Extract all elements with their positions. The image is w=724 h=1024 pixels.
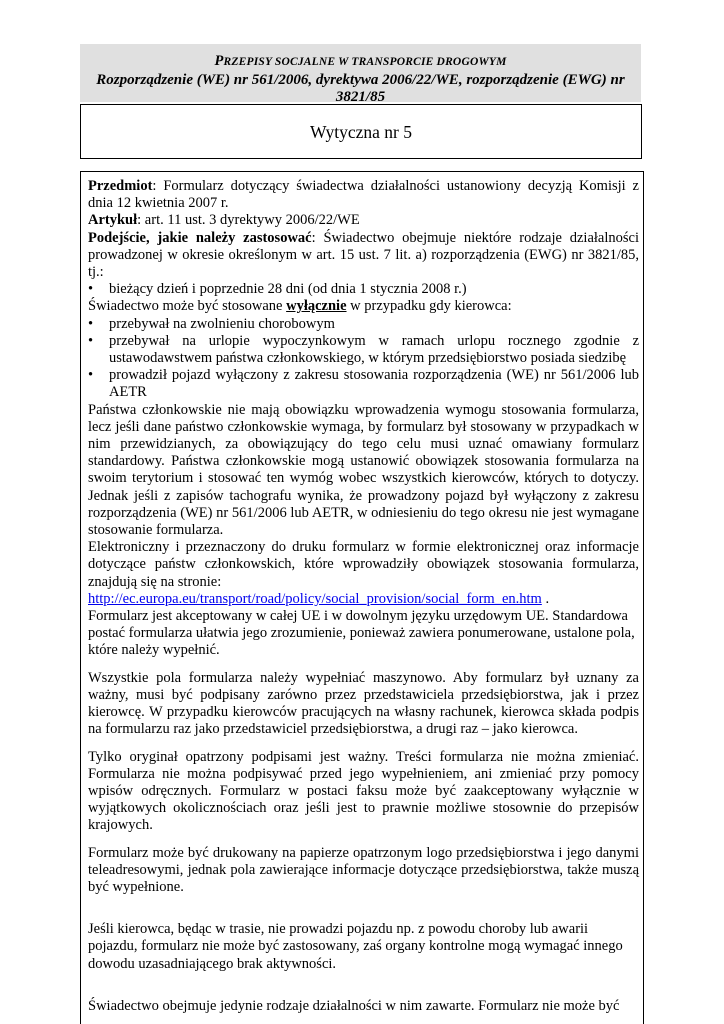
bullet-icon: • — [88, 315, 94, 332]
acceptance-paragraph: Formularz jest akceptowany w całej UE i w dowolnym języku urzędowym UE. Standardowa postać formularza ułatwia jego zrozumienie, ponieważ zawiera ponumerowane, ustalone pola, które należy wypełnić. — [88, 608, 635, 659]
usable-paragraph: Świadectwo może być stosowane wyłącznie w przypadku gdy kierowca: — [88, 298, 512, 315]
subject-paragraph: Przedmiot: Formularz dotyczący świadectwa działalności ustanowiony decyzją Komisji z dnia 12 kwietnia 2007 r. — [88, 178, 639, 212]
member-states-paragraph: Państwa członkowskie nie mają obowiązku wprowadzenia wymogu stosowania formularza, lecz jeśli dane państwo członkowskie wymaga, by formularz był stosowany w przypadkach w nim przewidzianych, za obowiązujący do tego celu musi uznać omawiany formularz standardowy. Państwa członkowskie mogą ustanowić obowiązek stosowania formularza na swoim terytorium i stosować ten wymóg wobec wszystkich kierowców, których to dotyczy. Jednak jeśli z zapisów tachografu wynika, że prowadzony pojazd był wyłączony z zakresu rozporządzenia (WE) nr 561/2006 lub AETR, w odniesieniu do tego okresu nie jest wymagane stosowanie formularza. — [88, 401, 639, 539]
driver-on-road-paragraph: Jeśli kierowca, będąc w trasie, nie prowadzi pojazdu np. z powodu choroby lub awarii pojazdu, formularz nie może być zastosowany, zaś organy kontrolne mogą wymagać innego dowodu uzasadniającego brak aktywności. — [88, 921, 623, 972]
letterhead-paragraph: Formularz może być drukowany na papierze opatrzonym logo przedsiębiorstwa i jego danymi teleadresowymi, jednak pola zawierające informacje dotyczące przedsiębiorstwa, także muszą być wypełnione. — [88, 844, 639, 895]
form-link[interactable]: http://ec.europa.eu/transport/road/policy/social_provision/social_form_en.htm — [88, 590, 542, 607]
document-header — [80, 44, 641, 105]
bullet-icon: • — [88, 367, 94, 384]
approach-paragraph: Podejście, jakie należy zastosować: Świadectwo obejmuje niektóre rodzaje działalności prowadzonej w okresie określonym w art. 15 ust. 7 lit. a) rozporządzenia (EWG) nr 3821/85, tj.: — [88, 229, 640, 281]
bullet-icon: • — [88, 281, 94, 298]
scope-paragraph: Świadectwo obejmuje jedynie rodzaje działalności w nim zawarte. Formularz nie może być — [88, 997, 620, 1014]
filling-paragraph: Wszystkie pola formularza należy wypełniać maszynowo. Aby formularz był uznany za ważny, musi być podpisany zarówno przez przedstawiciela przedsiębiorstwa, jak i przez kierowcę. W przypadku kierowców pracujących na własny rachunek, kierowca składa podpis na formularzu raz jako przedstawiciel przedsiębiorstwa, a drugi raz – jako kierowca. — [88, 669, 639, 738]
header-series-title: PRZEPISY SOCJALNE W TRANSPORCIE DROGOWYM — [214, 53, 507, 69]
original-paragraph: Tylko oryginał opatrzony podpisami jest ważny. Treści formularza nie można zmieniać. Formularza nie można podpisywać przed jego wypełnieniem, ani zmieniać przy pomocy wpisów odręcznych. Formularz w postaci faksu może być zaakceptowany wyłącznie w wyjątkowych okolicznościach oraz jeśli jest to prawnie możliwe stosownie do przepisów krajowych. — [88, 748, 639, 834]
article-paragraph: Artykuł: art. 11 ust. 3 dyrektywy 2006/22/WE — [88, 212, 360, 229]
list-item: • przebywał na urlopie wypoczynkowym w ramach urlopu rocznego zgodnie z ustawodawstwem państwa członkowskiego, w którym przedsiębiorstwo posiada siedzibę — [88, 332, 639, 367]
bullet-icon: • — [88, 332, 94, 349]
guideline-title: Wytyczna nr 5 — [80, 104, 642, 159]
electronic-form-paragraph: Elektroniczny i przeznaczony do druku formularz w formie elektronicznej oraz informacje dotyczące państw członkowskich, które wprowadziły obowiązek stosowania formularza, znajdują się na stronie: — [88, 539, 639, 590]
form-link-line: http://ec.europa.eu/transport/road/policy/social_provision/social_form_en.htm . — [88, 590, 550, 607]
list-item: • bieżący dzień i poprzednie 28 dni (od dnia 1 stycznia 2008 r.) — [88, 281, 467, 298]
guideline-content — [80, 171, 644, 1024]
header-legal-references: Rozporządzenie (WE) nr 561/2006, dyrektywa 2006/22/WE, rozporządzenie (EWG) nr 3821/85 — [96, 72, 625, 105]
list-item: • prowadził pojazd wyłączony z zakresu stosowania rozporządzenia (WE) nr 561/2006 lub AETR — [88, 367, 639, 401]
list-item: • przebywał na zwolnieniu chorobowym — [88, 315, 335, 332]
